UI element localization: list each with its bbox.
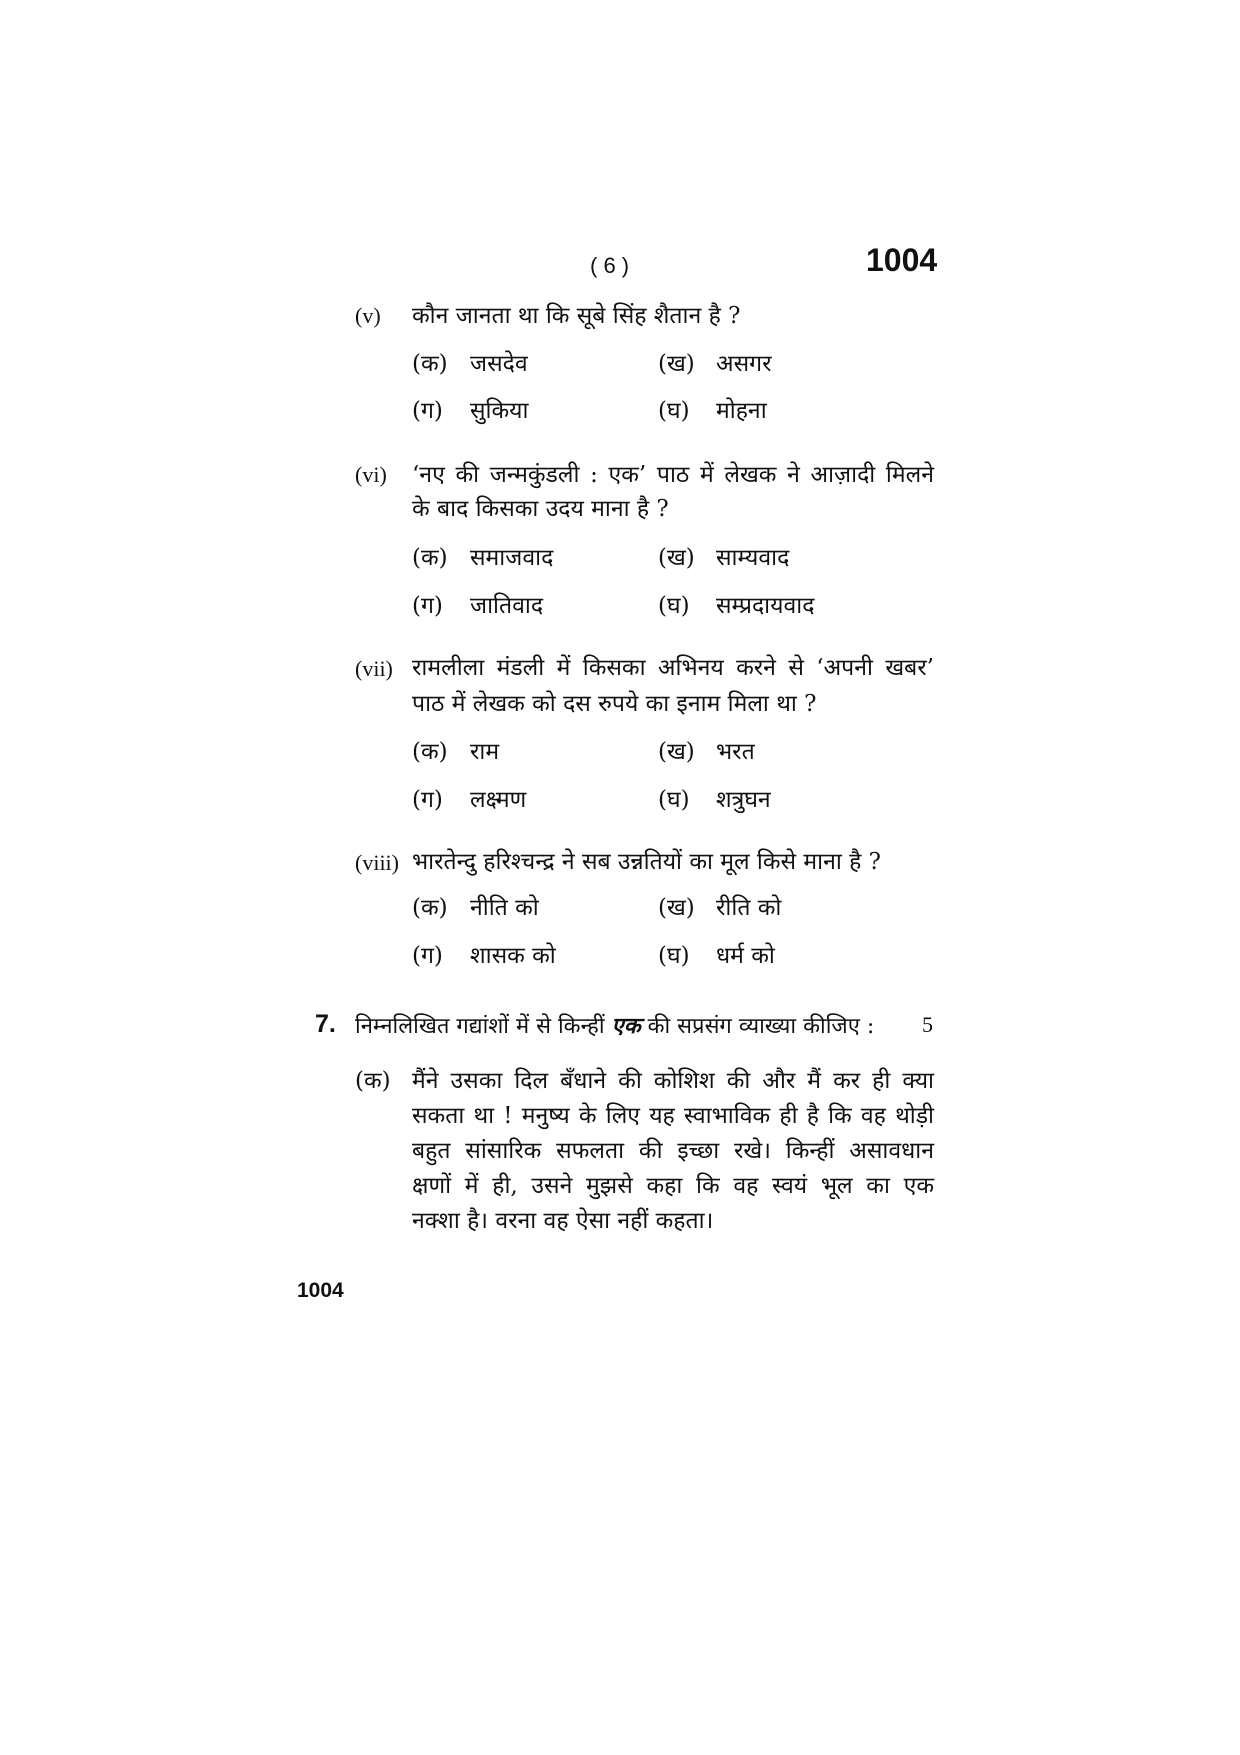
question-text: निम्नलिखित गद्यांशों में से किन्हीं एक की सप्रसंग व्याख्या कीजिए : — [355, 1013, 875, 1039]
option-ka: (क) जसदेव — [412, 351, 528, 377]
option-gha: (घ) मोहना — [658, 398, 767, 424]
option-ga: (ग) शासक को — [412, 943, 556, 969]
question-text: भारतेन्दु हरिश्चन्द्र ने सब उन्नतियों का मूल किसे माना है ? — [412, 849, 881, 875]
option-ga: (ग) लक्ष्मण — [412, 787, 527, 813]
question-text-line: ‘नए की जन्मकुंडली : एक’ पाठ में लेखक ने आज़ादी मिलने — [412, 462, 934, 488]
question-number: (v) — [355, 303, 381, 328]
option-kha: (ख) असगर — [658, 351, 772, 377]
question-text: कौन जानता था कि सूबे सिंह शैतान है ? — [412, 303, 741, 329]
option-ka: (क) राम — [412, 739, 500, 765]
passage-line: बहुत सांसारिक सफलता की इच्छा रखे। किन्हीं असावधान — [412, 1138, 934, 1164]
marks: 5 — [922, 1012, 933, 1037]
page-number: ( 6 ) — [590, 253, 630, 278]
option-gha: (घ) शत्रुघन — [658, 787, 771, 813]
question-number: (vii) — [355, 656, 393, 681]
question-number: (vi) — [355, 462, 387, 487]
question-text-line: पाठ में लेखक को दस रुपये का इनाम मिला था ? — [412, 691, 817, 717]
question-text-line: रामलीला मंडली में किसका अभिनय करने से ‘अपनी खबर’ — [412, 655, 934, 681]
option-kha: (ख) भरत — [658, 739, 755, 765]
passage-line: मैंने उसका दिल बँधाने की कोशिश की और मैं कर ही क्या — [412, 1068, 934, 1094]
footer-paper-code: 1004 — [297, 1279, 344, 1302]
paper-code: 1004 — [866, 242, 938, 278]
question-number: 7. — [315, 1010, 336, 1038]
passage-label: (क) — [355, 1068, 391, 1094]
option-gha: (घ) सम्प्रदायवाद — [658, 593, 815, 619]
option-ga: (ग) जातिवाद — [412, 593, 544, 619]
option-ga: (ग) सुकिया — [412, 398, 529, 424]
passage-line: सकता था ! मनुष्य के लिए यह स्वाभाविक ही है कि वह थोड़ी — [412, 1103, 934, 1129]
option-ka: (क) समाजवाद — [412, 545, 554, 571]
option-ka: (क) नीति को — [412, 895, 539, 921]
question-number: (viii) — [355, 850, 399, 875]
option-gha: (घ) धर्म को — [658, 943, 775, 969]
question-text-line: के बाद किसका उदय माना है ? — [412, 496, 669, 522]
option-kha: (ख) साम्यवाद — [658, 545, 790, 571]
passage-line: क्षणों में ही, उसने मुझसे कहा कि वह स्वयं भूल का एक — [412, 1173, 934, 1199]
passage-line: नक्शा है। वरना वह ऐसा नहीं कहता। — [412, 1208, 714, 1234]
option-kha: (ख) रीति को — [658, 895, 782, 921]
emphasis-text: एक — [611, 1013, 641, 1039]
